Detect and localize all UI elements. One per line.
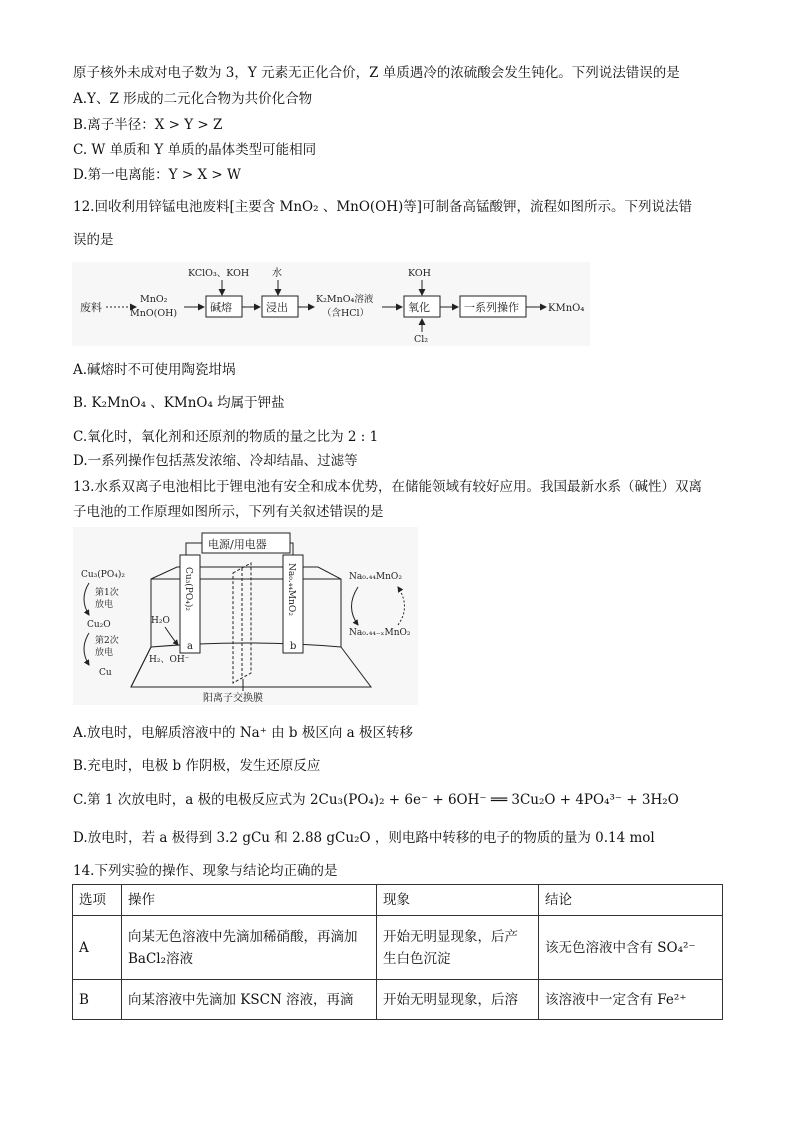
flow-product: KMnO₄ <box>548 303 585 314</box>
battery-diagram <box>73 527 418 705</box>
row-b-option: B <box>73 980 122 1020</box>
h2o-label: H₂O <box>151 616 170 626</box>
experiment-table <box>72 884 723 1020</box>
h2-oh-label: H₂、OH⁻ <box>149 655 190 665</box>
left-second-discharge: 第2次 <box>95 636 119 646</box>
q13-option-d: D.放电时，若 a 极得到 3.2 gCu 和 2.88 gCu₂O ，则电路中转移的电子的物质的量为 0.14 mol <box>73 830 655 846</box>
table-row <box>73 916 723 980</box>
flow-reagent-kclo3-koh: KClO₃、KOH <box>188 268 250 279</box>
row-a-operation-line1: 向某无色溶液中先滴加稀硝酸，再滴加 <box>128 928 358 945</box>
right-na044x-mno2: Na₀.₄₄₋ₓMnO₂ <box>349 628 411 638</box>
flow-reagent-water: 水 <box>272 268 282 279</box>
power-source-label: 电源/用电器 <box>208 538 267 551</box>
electrode-a-material: Cu₃(PO₄)₂ <box>183 567 193 611</box>
flow-step-4-label: 一系列操作 <box>464 301 519 314</box>
row-a-phenomenon-line1: 开始无明显现象，后产 <box>383 928 518 945</box>
row-a-phenomenon <box>377 916 539 980</box>
flow-step-3-label: 氧化 <box>408 301 430 314</box>
header-operation: 操作 <box>122 885 377 916</box>
q11-option-c: C. W 单质和 Y 单质的晶体类型可能相同 <box>73 142 317 158</box>
flow-step-1-label: 碱熔 <box>210 301 232 314</box>
electrode-a-label: a <box>187 641 193 652</box>
row-b-phenomenon: 开始无明显现象，后溶 <box>377 980 539 1020</box>
q12-stem-line2: 误的是 <box>73 232 114 248</box>
flow-mid-k2mno4: K₂MnO₄溶液 <box>316 294 374 305</box>
q13-stem-line2: 子电池的工作原理如图所示，下列有关叙述错误的是 <box>73 504 384 520</box>
q14-stem: 14.下列实验的操作、现象与结论均正确的是 <box>73 863 338 879</box>
membrane-label: 阳离子交换膜 <box>203 693 263 704</box>
flow-material-mno2: MnO₂ <box>140 294 168 305</box>
q13-option-a: A.放电时，电解质溶液中的 Na⁺ 由 b 极区向 a 极区转移 <box>73 725 413 741</box>
q11-option-a: A.Y、Z 形成的二元化合物为共价化合物 <box>73 91 313 107</box>
q12-option-b: B. K₂MnO₄ 、KMnO₄ 均属于钾盐 <box>73 395 285 411</box>
flow-material-mnooh: MnO(OH) <box>130 308 178 319</box>
q13-option-b: B.充电时，电极 b 作阴极，发生还原反应 <box>73 758 321 774</box>
row-b-conclusion: 该溶液中一定含有 Fe²⁺ <box>539 980 723 1020</box>
header-conclusion: 结论 <box>539 885 723 916</box>
left-discharge-1: 放电 <box>95 600 114 610</box>
left-cu: Cu <box>99 668 112 678</box>
q12-stem-line1: 12.回收利用锌锰电池废料[主要含 MnO₂ 、MnO(OH)等]可制备高锰酸钾，流程如图所示。下列说法错 <box>73 199 693 215</box>
q13-stem-line1: 13.水系双离子电池相比于锂电池有安全和成本优势，在储能领域有较好应用。我国最新水系（碱性）双离 <box>73 479 702 495</box>
q12-option-a: A.碱熔时不可使用陶瓷坩埚 <box>73 362 236 378</box>
q12-option-d: D.一系列操作包括蒸发浓缩、冷却结晶、过滤等 <box>73 453 358 469</box>
row-a-operation <box>122 916 377 980</box>
flow-start: 废料 <box>80 301 102 314</box>
q12-option-c: C.氧化时，氧化剂和还原剂的物质的量之比为 2 : 1 <box>73 429 379 445</box>
flow-mid-hcl: （含HCl） <box>322 308 370 319</box>
flow-reagent-koh: KOH <box>408 268 431 279</box>
left-discharge-2: 放电 <box>95 648 114 658</box>
q11-option-d: D.第一电离能：Y > X > W <box>73 167 241 183</box>
left-first-discharge: 第1次 <box>95 588 119 598</box>
row-a-option: A <box>73 916 122 980</box>
table-row <box>73 980 723 1020</box>
header-phenomenon: 现象 <box>377 885 539 916</box>
table-header-row <box>73 885 723 916</box>
electrode-b-material: Na₀.₄₄MnO₂ <box>286 563 296 616</box>
q11-stem-tail: 原子核外未成对电子数为 3，Y 元素无正化合价，Z 单质遇冷的浓硫酸会发生钝化。下列说法错误的是 <box>73 65 680 81</box>
left-cu2o: Cu₂O <box>87 620 111 630</box>
flow-diagram <box>72 262 590 346</box>
right-na044mno2: Na₀.₄₄MnO₂ <box>349 572 402 582</box>
q13-option-c: C.第 1 次放电时，a 极的电极反应式为 2Cu₃(PO₄)₂ + 6e⁻ + 6OH⁻ ══ 3Cu₂O + 4PO₄³⁻ + 3H₂O <box>73 792 679 808</box>
row-a-phenomenon-line2: 生白色沉淀 <box>383 950 451 967</box>
flow-reagent-cl2: Cl₂ <box>414 334 429 345</box>
electrode-b-label: b <box>290 641 297 652</box>
left-cu3po42: Cu₃(PO₄)₂ <box>81 570 125 580</box>
header-option: 选项 <box>73 885 122 916</box>
q11-option-b: B.离子半径：X > Y > Z <box>73 117 223 133</box>
row-b-operation: 向某溶液中先滴加 KSCN 溶液，再滴 <box>122 980 377 1020</box>
flow-step-2-label: 浸出 <box>266 301 288 314</box>
row-a-conclusion: 该无色溶液中含有 SO₄²⁻ <box>539 916 723 980</box>
row-a-operation-line2: BaCl₂溶液 <box>128 950 194 967</box>
